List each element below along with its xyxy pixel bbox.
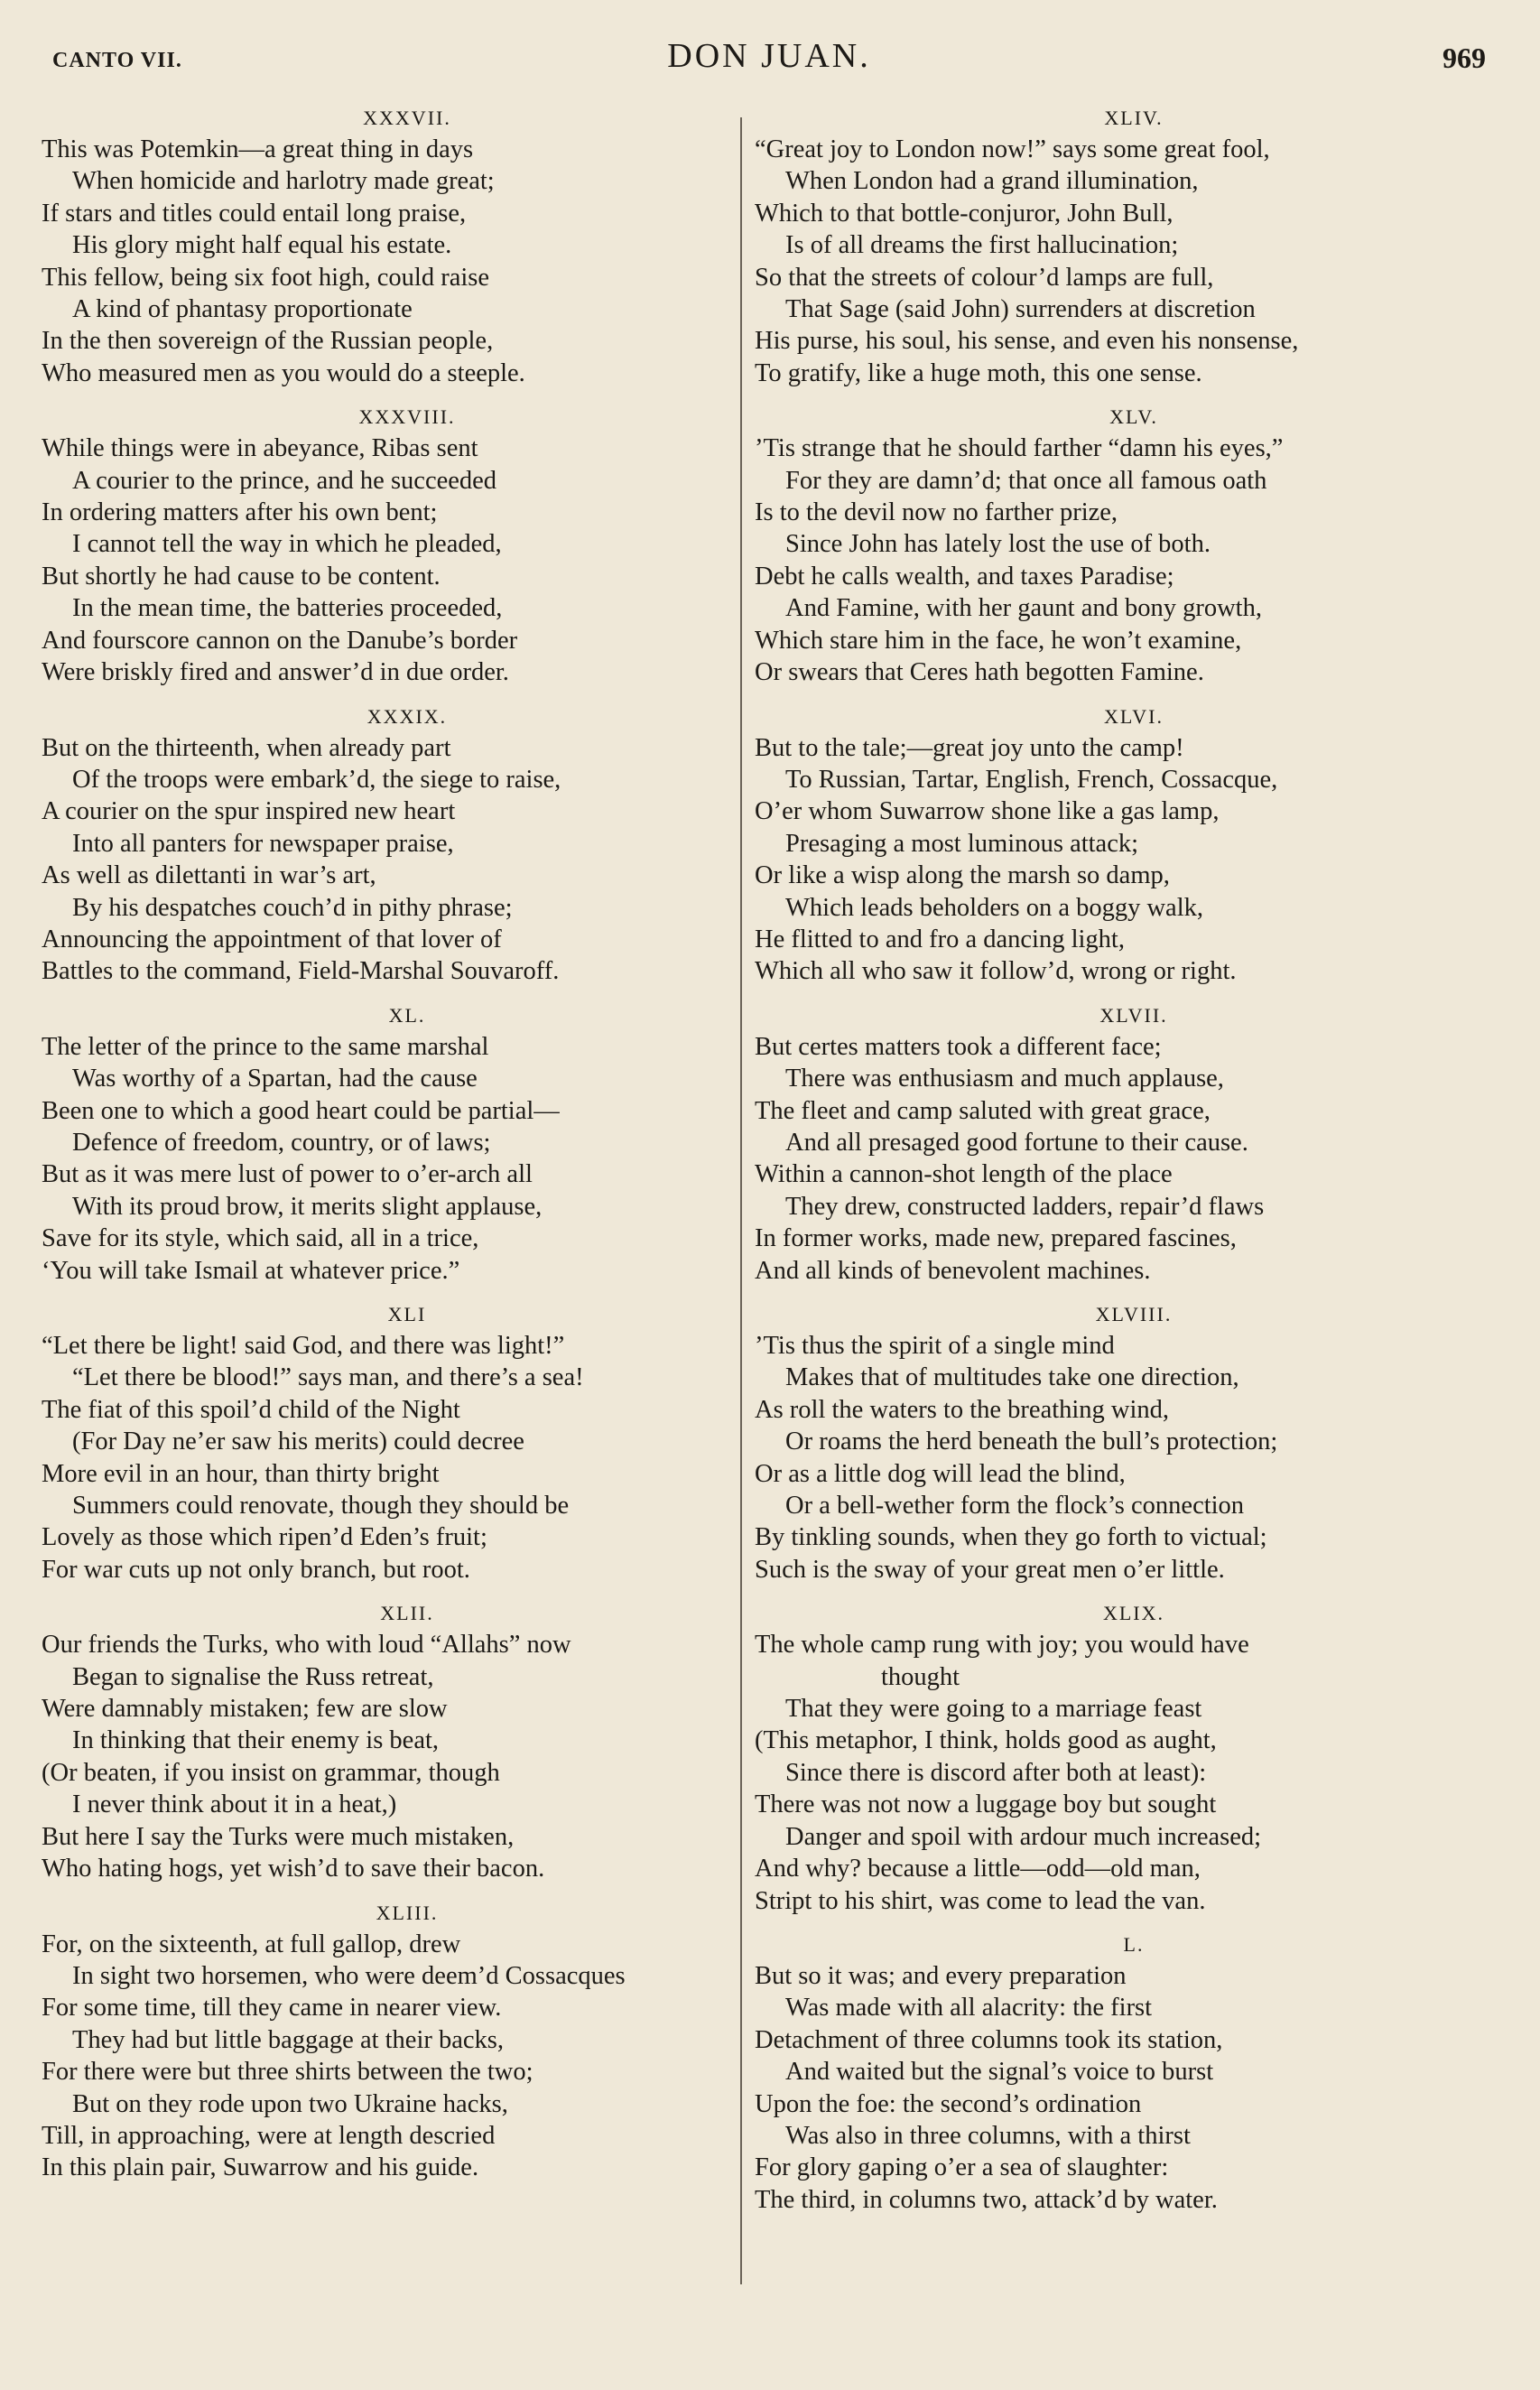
verse-line: The fiat of this spoil’d child of the Night [42,1395,460,1424]
stanza-number: XLV. [1109,405,1158,429]
verse-line: He flitted to and fro a dancing light, [755,925,1125,953]
column-divider [740,117,742,2284]
stanza-number: XXXIX. [366,704,448,728]
verse-line: Announcing the appointment of that lover of [42,925,502,953]
verse-line: Within a cannon-shot length of the place [755,1160,1173,1189]
verse-line: Stript to his shirt, was come to lead the van. [755,1886,1206,1915]
verse-line: There was not now a luggage boy but sought [755,1790,1217,1819]
left-column [42,107,737,2200]
verse-line: If stars and titles could entail long praise, [42,199,467,228]
verse-line: Or roams the herd beneath the bull’s protection; [785,1427,1278,1456]
verse-line: But so it was; and every preparation [755,1961,1127,1990]
verse-line: By his despatches couch’d in pithy phrase; [72,893,513,922]
stanza-number: L. [1123,1932,1145,1956]
verse-line: Our friends the Turks, who with loud “Allahs” now [42,1631,571,1660]
verse-line: In sight two horsemen, who were deem’d Cossacques [72,1961,626,1990]
verse-line: Which all who saw it follow’d, wrong or right. [755,957,1237,986]
stanza [42,1004,737,1287]
stanza-number: XXXVII. [363,107,451,129]
verse-line: Or swears that Ceres hath begotten Famine. [755,658,1204,687]
verse-line: But here I say the Turks were much mistaken, [42,1822,515,1851]
stanza [42,107,737,389]
verse-line: For some time, till they came in nearer view. [42,1994,502,2023]
verse-line: A kind of phantasy proportionate [72,295,413,324]
verse-line: Was made with all alacrity: the first [785,1994,1153,2023]
verse-line: In the mean time, the batteries proceeded, [72,594,503,623]
verse-line: I never think about it in a heat,) [72,1790,397,1819]
verse-line: Detachment of three columns took its station, [755,2025,1223,2054]
stanza [755,107,1477,389]
verse-line: Or like a wisp along the marsh so damp, [755,861,1170,890]
verse-line: That they were going to a marriage feast [785,1695,1202,1724]
verse-line: Which to that bottle-conjuror, John Bull, [755,199,1174,228]
verse-line: They drew, constructed ladders, repair’d flaws [785,1192,1265,1221]
verse-line: Been one to which a good heart could be partial— [42,1096,560,1125]
stanza [42,705,737,988]
stanza [42,405,737,688]
verse-line: But to the tale;—great joy unto the camp! [755,733,1184,762]
verse-line: And why? because a little—odd—old man, [755,1855,1201,1883]
verse-line: But certes matters took a different face; [755,1032,1162,1061]
verse-line: Into all panters for newspaper praise, [72,829,454,858]
verse-line: When homicide and harlotry made great; [72,167,495,196]
verse-line: (This metaphor, I think, holds good as aught, [755,1726,1217,1755]
verse-line: There was enthusiasm and much applause, [785,1065,1224,1093]
stanza-number: XLIII. [376,1901,439,1924]
stanza-number: XLVIII. [1095,1303,1173,1325]
verse-line: “Let there be light! said God, and there was light!” [42,1332,565,1360]
verse-line: I cannot tell the way in which he pleaded, [72,530,502,559]
stanza [42,1902,737,2184]
verse-line: For, on the sixteenth, at full gallop, drew [42,1930,461,1958]
right-column [755,107,1477,2232]
verse-line: Who hating hogs, yet wish’d to save their bacon. [42,1855,545,1883]
verse-line: Or as a little dog will lead the blind, [755,1459,1126,1488]
verse-line: Upon the foe: the second’s ordination [755,2089,1142,2118]
stanza-number: XLVII. [1099,1003,1168,1027]
stanza [42,1303,737,1586]
verse-line: By tinkling sounds, when they go forth to victual; [755,1523,1267,1552]
stanza [755,705,1477,988]
verse-line: In the then sovereign of the Russian people, [42,327,494,356]
verse-line: Is of all dreams the first hallucination; [785,231,1179,260]
verse-line: In former works, made new, prepared fascines, [755,1224,1237,1253]
verse-line: His glory might half equal his estate. [72,231,452,260]
verse-line: The third, in columns two, attack’d by water. [755,2185,1218,2214]
verse-line: That Sage (said John) surrenders at discretion [785,295,1256,324]
verse-line: In ordering matters after his own bent; [42,498,438,527]
verse-line: Makes that of multitudes take one direction, [785,1363,1239,1392]
verse-line: This was Potemkin—a great thing in days [42,135,474,163]
verse-line: Were briskly fired and answer’d in due order. [42,658,509,687]
verse-line: But as it was mere lust of power to o’er-arch all [42,1160,533,1189]
verse-line: (Or beaten, if you insist on grammar, though [42,1758,500,1787]
verse-line: Which leads beholders on a boggy walk, [785,893,1203,922]
page-title: DON JUAN. [667,37,871,75]
stanza-number: XLIV. [1104,107,1164,129]
verse-line: Since there is discord after both at least): [785,1758,1207,1787]
verse-line: Presaging a most luminous attack; [785,829,1139,858]
verse-line: To Russian, Tartar, English, French, Cossacque, [785,765,1278,794]
verse-line: The letter of the prince to the same marshal [42,1032,489,1061]
verse-line: Save for its style, which said, all in a trice, [42,1224,479,1253]
verse-line: And waited but the signal’s voice to burst [785,2058,1214,2087]
verse-line: To gratify, like a huge moth, this one sense. [755,358,1202,387]
stanza [42,1602,737,1884]
verse-line: For war cuts up not only branch, but root. [42,1555,470,1584]
verse-line: As well as dilettanti in war’s art, [42,861,376,890]
verse-line: Such is the sway of your great men o’er little. [755,1555,1225,1584]
verse-line: In thinking that their enemy is beat, [72,1726,440,1755]
verse-line: Lovely as those which ripen’d Eden’s fruit; [42,1523,487,1552]
stanza [755,405,1477,688]
stanza-number: XL. [388,1003,426,1027]
stanza-number: XLI [387,1303,427,1325]
verse-line: They had but little baggage at their backs, [72,2025,505,2054]
verse-line: Was worthy of a Spartan, had the cause [72,1065,478,1093]
verse-line: O’er whom Suwarrow shone like a gas lamp, [755,797,1220,826]
verse-line: But on the thirteenth, when already part [42,733,451,762]
canto-label: CANTO VII. [52,49,182,72]
verse-line: Began to signalise the Russ retreat, [72,1662,434,1691]
verse-line: ’Tis strange that he should farther “damn his eyes,” [755,434,1284,463]
verse-line: Was also in three columns, with a thirst [785,2121,1191,2150]
verse-line: This fellow, being six foot high, could raise [42,263,490,292]
verse-line: For they are damn’d; that once all famous oath [785,466,1267,495]
verse-line: A courier on the spur inspired new heart [42,797,456,826]
stanza-number: XLIX. [1102,1602,1165,1625]
verse-line: As roll the waters to the breathing wind, [755,1395,1170,1424]
verse-line: So that the streets of colour’d lamps are full, [755,263,1214,292]
verse-line: Defence of freedom, country, or of laws; [72,1128,491,1157]
verse-line: When London had a grand illumination, [785,167,1199,196]
verse-line: But on they rode upon two Ukraine hacks, [72,2089,508,2118]
verse-line: ’Tis thus the spirit of a single mind [755,1332,1115,1360]
stanza-number: XLVI. [1103,704,1164,728]
verse-line: And all kinds of benevolent machines. [755,1256,1151,1285]
page-number: 969 [1443,42,1486,74]
verse-line: His purse, his soul, his sense, and even his nonsense, [755,327,1299,356]
verse-line: (For Day ne’er saw his merits) could decree [72,1427,524,1456]
stanza [755,1602,1477,1917]
verse-line: Or a bell-wether form the flock’s connection [785,1492,1245,1520]
verse-line: Battles to the command, Field-Marshal Souvaroff. [42,957,560,986]
verse-line: thought [881,1662,960,1691]
verse-line: Of the troops were embark’d, the siege to raise, [72,765,561,794]
stanza [755,1004,1477,1287]
verse-line: But shortly he had cause to be content. [42,562,441,591]
verse-line: “Great joy to London now!” says some great fool, [755,135,1270,163]
stanza-number: XLII. [380,1602,434,1625]
verse-line: And fourscore cannon on the Danube’s border [42,626,518,655]
stanza [755,1933,1477,2216]
stanza [755,1303,1477,1586]
verse-line: Were damnably mistaken; few are slow [42,1695,448,1724]
verse-line: With its proud brow, it merits slight applause, [72,1192,543,1221]
verse-line: ‘You will take Ismail at whatever price.” [42,1256,460,1285]
verse-line: Summers could renovate, though they should be [72,1492,570,1520]
verse-line: Is to the devil now no farther prize, [755,498,1118,527]
verse-line: Debt he calls wealth, and taxes Paradise; [755,562,1174,591]
verse-line: Since John has lately lost the use of both. [785,530,1211,559]
verse-line: For glory gaping o’er a sea of slaughter: [755,2153,1169,2182]
verse-line: The fleet and camp saluted with great grace, [755,1096,1211,1125]
verse-line: “Let there be blood!” says man, and there’s a sea! [72,1363,584,1392]
verse-line: And all presaged good fortune to their cause. [785,1128,1248,1157]
running-header [52,36,1486,81]
verse-line: In this plain pair, Suwarrow and his guide. [42,2153,479,2182]
verse-line: A courier to the prince, and he succeeded [72,466,497,495]
verse-line: Till, in approaching, were at length descried [42,2121,496,2150]
verse-line: And Famine, with her gaunt and bony growth, [785,594,1262,623]
verse-line: The whole camp rung with joy; you would have [755,1631,1249,1660]
verse-line: For there were but three shirts between the two; [42,2058,533,2087]
verse-line: More evil in an hour, than thirty bright [42,1459,440,1488]
verse-line: Which stare him in the face, he won’t examine, [755,626,1242,655]
stanza-number: XXXVIII. [358,405,456,429]
verse-line: Danger and spoil with ardour much increased; [785,1822,1262,1851]
verse-line: Who measured men as you would do a steeple. [42,358,525,387]
verse-line: While things were in abeyance, Ribas sent [42,434,478,463]
